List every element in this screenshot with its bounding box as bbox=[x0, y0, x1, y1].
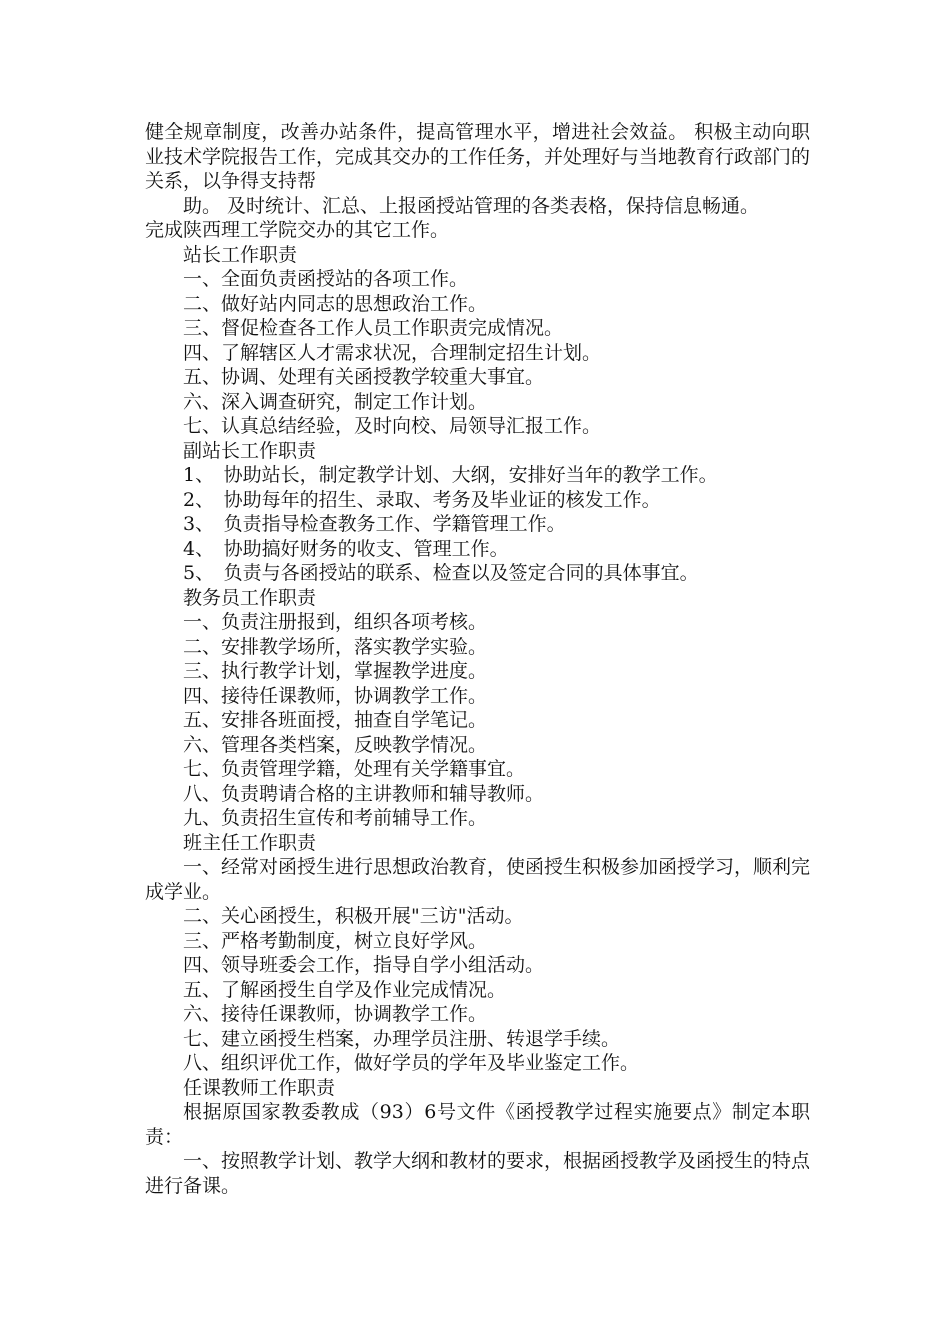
list-item: 九、负责招生宣传和考前辅导工作。 bbox=[183, 807, 488, 829]
section-heading: 站长工作职责 bbox=[183, 243, 298, 266]
list-item: 七、建立函授生档案，办理学员注册、转退学手续。 bbox=[183, 1027, 621, 1050]
list-item: 一、经常对函授生进行思想政治教育，使函授生积极参加函授学习，顺利完成学业。 bbox=[145, 856, 811, 903]
list-item: 1、 协助站长，制定教学计划、大纲，安排好当年的教学工作。 bbox=[183, 464, 718, 486]
list-item: 八、组织评优工作，做好学员的学年及毕业鉴定工作。 bbox=[183, 1052, 640, 1074]
paragraph: 助。 及时统计、汇总、上报函授站管理的各类表格，保持信息畅通。 bbox=[183, 194, 760, 217]
paragraph: 根据原国家教委教成（93）6号文件《函授教学过程实施要点》制定本职责： bbox=[145, 1101, 810, 1148]
list-item: 五、协调、处理有关函授教学较重大事宜。 bbox=[183, 366, 545, 388]
list-item: 一、按照教学计划、教学大纲和教材的要求，根据函授教学及函授生的特点进行备课。 bbox=[145, 1150, 811, 1197]
section-heading: 教务员工作职责 bbox=[183, 586, 317, 609]
list-item: 5、 负责与各函授站的联系、检查以及签定合同的具体事宜。 bbox=[183, 562, 699, 584]
list-item: 六、深入调查研究，制定工作计划。 bbox=[183, 390, 488, 413]
list-item: 二、做好站内同志的思想政治工作。 bbox=[183, 292, 488, 315]
section-heading: 班主任工作职责 bbox=[183, 831, 317, 854]
list-item: 4、 协助搞好财务的收支、管理工作。 bbox=[183, 537, 509, 560]
list-item: 五、了解函授生自学及作业完成情况。 bbox=[183, 978, 507, 1001]
list-item: 三、执行教学计划，掌握教学进度。 bbox=[183, 660, 488, 682]
section-heading: 副站长工作职责 bbox=[183, 439, 317, 462]
list-item: 六、管理各类档案，反映教学情况。 bbox=[183, 733, 488, 756]
list-item: 六、接待任课教师，协调教学工作。 bbox=[183, 1003, 488, 1025]
list-item: 七、负责管理学籍，处理有关学籍事宜。 bbox=[183, 758, 526, 780]
paragraph: 健全规章制度，改善办站条件，提高管理水平，增进社会效益。 积极主动向职业技术学院报告工作，完成其交办的工作任务，并处理好与当地教育行政部门的关系，以争得支持帮 bbox=[145, 121, 811, 192]
section-heading: 任课教师工作职责 bbox=[183, 1076, 336, 1099]
list-item: 2、 协助每年的招生、录取、考务及毕业证的核发工作。 bbox=[183, 488, 661, 511]
list-item: 三、督促检查各工作人员工作职责完成情况。 bbox=[183, 317, 564, 339]
list-item: 四、了解辖区人才需求状况，合理制定招生计划。 bbox=[183, 341, 602, 364]
list-item: 八、负责聘请合格的主讲教师和辅导教师。 bbox=[183, 782, 545, 805]
paragraph: 完成陕西理工学院交办的其它工作。 bbox=[145, 219, 450, 241]
list-item: 二、关心函授生，积极开展"三访"活动。 bbox=[183, 905, 524, 927]
list-item: 一、全面负责函授站的各项工作。 bbox=[183, 268, 469, 290]
list-item: 二、安排教学场所，落实教学实验。 bbox=[183, 635, 488, 658]
list-item: 三、严格考勤制度，树立良好学风。 bbox=[183, 929, 488, 952]
list-item: 四、接待任课教师，协调教学工作。 bbox=[183, 684, 488, 707]
document-body bbox=[145, 120, 810, 1198]
list-item: 四、领导班委会工作，指导自学小组活动。 bbox=[183, 954, 545, 976]
list-item: 一、负责注册报到，组织各项考核。 bbox=[183, 611, 488, 633]
list-item: 七、认真总结经验，及时向校、局领导汇报工作。 bbox=[183, 415, 602, 437]
list-item: 3、 负责指导检查教务工作、学籍管理工作。 bbox=[183, 513, 566, 535]
list-item: 五、安排各班面授，抽查自学笔记。 bbox=[183, 709, 488, 731]
